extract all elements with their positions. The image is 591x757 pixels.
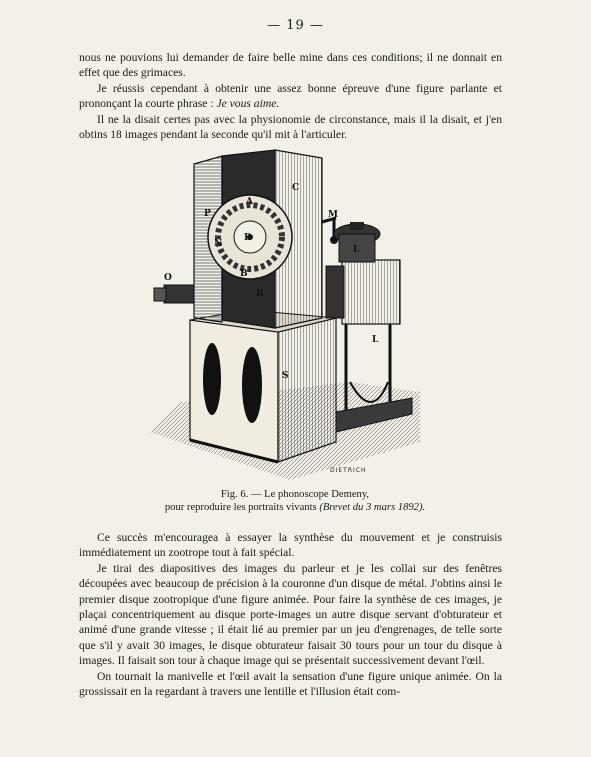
figure-label: D: [244, 233, 252, 243]
figure-caption: [100, 488, 490, 514]
page-number: — 19 —: [267, 18, 324, 33]
figure-label: N: [214, 239, 223, 249]
paragraph-text: Je réussis cependant à obtenir une assez bonne épreuve d'une figure parlante et prononçant la courte phrase :: [79, 81, 502, 111]
figure-label: R: [256, 289, 264, 299]
figure-label: B: [240, 269, 248, 279]
figure-label: M: [328, 210, 338, 220]
caption-subtitle-text: pour reproduire les portraits vivants: [164, 502, 317, 513]
figure-label: L: [353, 245, 360, 255]
figure-label: A: [246, 197, 253, 207]
figure-label: O: [164, 273, 172, 283]
figure-label: S: [282, 371, 289, 381]
paragraph: nous ne pouvions lui demander de faire belle mine dans ces conditions; il ne donnait en effet que des grimaces.: [79, 51, 502, 80]
lower-cabinet-front: [190, 320, 278, 462]
paragraph: Ce succès m'encouragea à essayer la synthèse du mouvement et je construisis immédiatement un zootrope tout à fait spécial.: [79, 531, 502, 560]
figure-label: L: [372, 335, 379, 345]
caption-subtitle: [100, 501, 490, 514]
paragraph: Je tirai des diapositives des images du parleur et je les collai sur des fenêtres découpées avec beaucoup de précision à la couronne d'un disque de métal. J'obtins ainsi le premier disque zootropique d'une figure animée. Pour faire la synthèse de ces images, je plaçai concentriquement au disque porte-images un autre disque servant d'obturateur et animé d'une grande vitesse ; il était lié au premier par un jeu d'engrenages, de telle sorte que s'il y avait 30 images, le disque obturateur faisait 30 tours pour un tour du disque à images. Il faisait son tour à chaque image qui se présentait successivement devant l'œil.: [79, 561, 502, 668]
paragraph: [79, 81, 502, 112]
oval-window: [242, 347, 262, 423]
engraver-signature: DIETRICH: [330, 467, 367, 474]
figure-label: P: [204, 209, 211, 219]
eyepiece: [164, 285, 194, 303]
lantern-body: [342, 260, 400, 324]
text-block-top: [79, 50, 502, 142]
figure-label: C: [292, 183, 300, 193]
paragraph: On tournait la manivelle et l'œil avait la sensation d'une figure unique animée. On la grossissait en la regardant à travers une lentille et l'illusion était com-: [79, 669, 502, 699]
lower-cabinet-side: [278, 318, 336, 462]
caption-brevet: (Brevet du 3 mars 1892).: [319, 502, 426, 513]
caption-title: Fig. 6. — Le phonoscope Demeny,: [220, 489, 370, 500]
text-block-bottom: [79, 530, 502, 699]
phonoscope-illustration: [150, 142, 420, 486]
italic-phrase: Je vous aime.: [216, 97, 280, 111]
paragraph: Il ne la disait certes pas avec la physionomie de circonstance, mais il la disait, et j'en obtins 18 images pendant la seconde qu'il mit à l'articuler.: [79, 112, 502, 142]
oval-window: [203, 343, 221, 415]
